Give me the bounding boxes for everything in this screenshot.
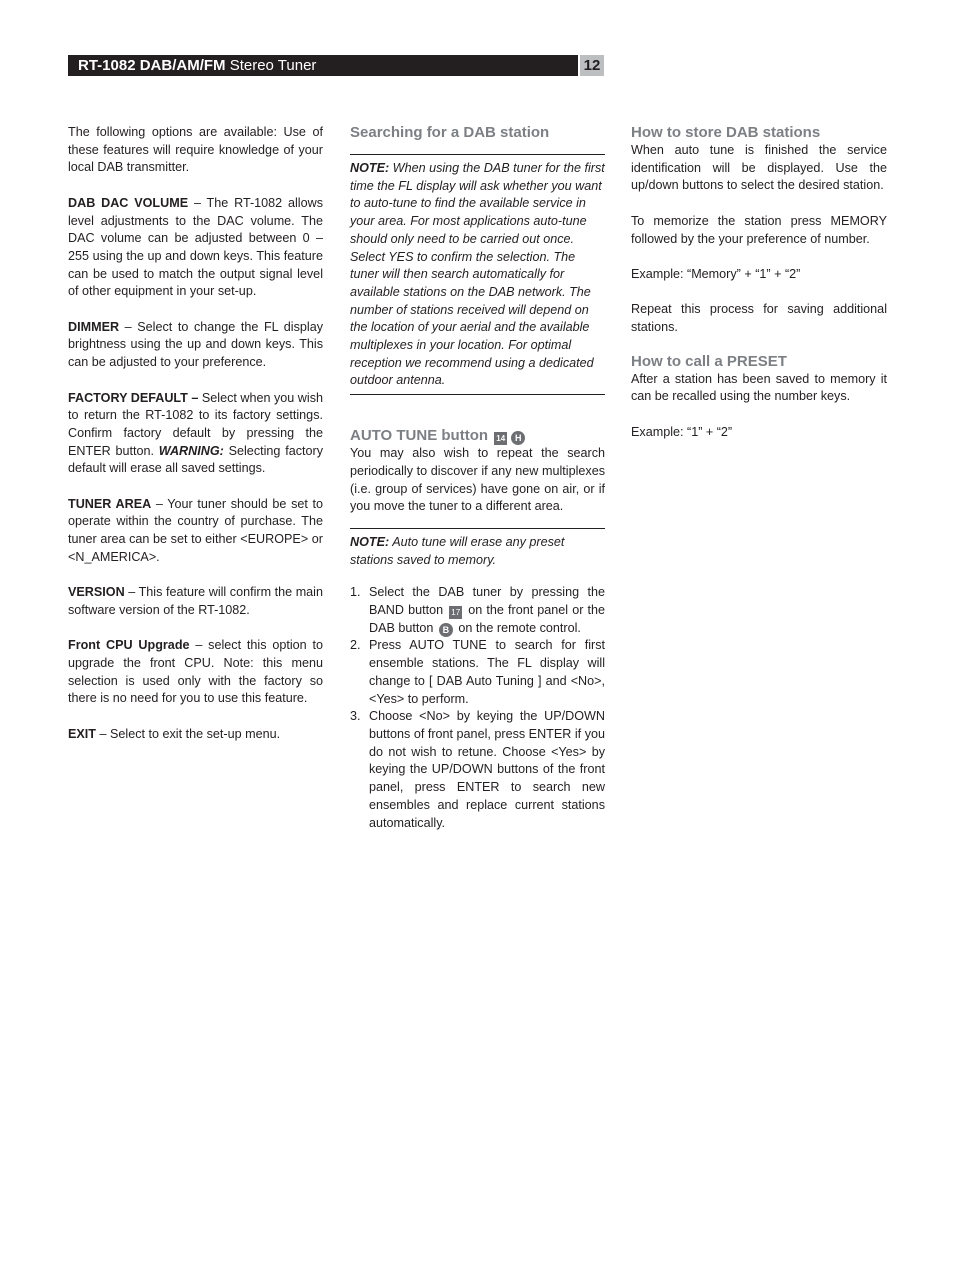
header-model: RT-1082 DAB/AM/FM — [78, 57, 226, 74]
version-text: – This feature will confirm the main software version of the RT-1082. — [68, 585, 323, 617]
list-item — [350, 637, 605, 708]
list-item — [350, 708, 605, 832]
call-example: Example: “1” + “2” — [631, 424, 733, 439]
column-right — [631, 124, 887, 441]
heading-searching-dab: Searching for a DAB station — [350, 124, 550, 141]
heading-call-preset: How to call a PRESET — [631, 352, 787, 370]
front-cpu-text: – select this option to upgrade the front CPU. Note: this menu selection is used only with the factory so there is no need for you to use this feature. — [68, 638, 324, 706]
heading-auto-tune — [350, 427, 605, 445]
note-box-first-use — [350, 154, 605, 395]
column-middle — [350, 124, 605, 832]
note-box-auto-tune — [350, 528, 605, 573]
version-paragraph — [68, 584, 323, 619]
step-text: Select the DAB tuner by pressing the BAND button — [369, 585, 605, 618]
list-item — [350, 584, 605, 637]
dimmer-paragraph — [68, 319, 323, 372]
step-number: 1. — [350, 585, 361, 600]
header-subtitle: Stereo Tuner — [229, 57, 317, 74]
remote-button-b-icon: B — [439, 623, 453, 637]
step-text: on the remote control. — [454, 620, 581, 635]
dac-volume-paragraph — [68, 195, 323, 301]
exit-term: EXIT — [68, 726, 96, 741]
step-number: 3. — [350, 709, 361, 724]
column-left — [68, 124, 323, 744]
dimmer-text: – Select to change the FL display brightness using the up and down keys. This can be adjusted to your preference. — [68, 319, 323, 370]
tuner-area-paragraph — [68, 496, 323, 567]
tuner-area-term: TUNER AREA — [68, 496, 152, 511]
store-example: Example: “Memory” + “1” + “2” — [631, 266, 801, 281]
note-label: NOTE: — [350, 534, 390, 549]
heading-auto-tune-label: AUTO TUNE button — [350, 427, 489, 445]
dac-volume-text: – The RT-1082 allows level adjustments to the DAC volume. The DAC volume can be adjusted between 0 – 255 using the up and down keys. This feature can be used to match the output signal level of other equipment in your set-up. — [68, 195, 323, 299]
factory-default-text: Select when you wish to return the RT-1082 to its factory settings. Confirm factory default by pressing the ENTER button. — [68, 390, 323, 458]
store-paragraph-1: When auto tune is finished the service identification will be displayed. Use the up/down buttons to select the desired station. — [631, 143, 887, 193]
page-header — [68, 55, 578, 76]
factory-default-paragraph — [68, 390, 323, 479]
front-panel-button-17-icon: 17 — [449, 606, 462, 619]
front-panel-button-14-icon: 14 — [494, 432, 507, 445]
note-text: When using the DAB tuner for the first time the FL display will ask whether you want to auto-tune to find the available service in your area. For most applications auto-tune should only need to be carried out once. Select YES to confirm the selection. The tuner will then search automatically for available stations on the DAB network. The number of stations received will depend on the location of your aerial and the available multiplexes in your location. For optimal reception we recommend using a dedicated outdoor antenna. — [350, 161, 605, 388]
dac-volume-term: DAB DAC VOLUME — [68, 195, 189, 210]
heading-store-dab: How to store DAB stations — [631, 124, 821, 141]
note-label: NOTE: — [350, 161, 390, 175]
dimmer-term: DIMMER — [68, 319, 120, 334]
auto-tune-paragraph: You may also wish to repeat the search periodically to discover if any new multiplexes (i.e. group of services) have gone on air, or if you move the tuner to a different area. — [350, 446, 605, 514]
page-number: 12 — [580, 55, 604, 76]
factory-default-term: FACTORY DEFAULT – — [68, 390, 199, 405]
remote-button-h-icon: H — [511, 431, 525, 445]
step-text: Press AUTO TUNE to search for first ensemble stations. The FL display will change to [ DAB Auto Tuning ] and <No>, <Yes> to perform. — [369, 638, 605, 706]
step-number: 2. — [350, 638, 361, 653]
note-text: Auto tune will erase any preset stations saved to memory. — [350, 534, 565, 567]
exit-paragraph — [68, 726, 323, 744]
step-text: Choose <No> by keying the UP/DOWN buttons of front panel, press ENTER if you do not wish to retune. Choose <Yes> by keying the UP/DOWN buttons of the front panel, press ENTER to search new ensembles and replace current stations automatically. — [369, 709, 605, 830]
tuner-area-text: – Your tuner should be set to operate within the country of purchase. The tuner area can be set to either <EUROPE> or <N_AMERICA>. — [68, 496, 324, 564]
version-term: VERSION — [68, 585, 125, 600]
auto-tune-steps-list — [350, 584, 605, 832]
intro-paragraph: The following options are available: Use of these features will require knowledge of your local DAB transmitter. — [68, 125, 323, 175]
store-paragraph-3: Repeat this process for saving additional stations. — [631, 302, 887, 334]
front-cpu-paragraph — [68, 637, 323, 708]
exit-text: – Select to exit the set-up menu. — [96, 726, 281, 741]
step-text: on the front panel or the DAB button — [369, 603, 605, 635]
store-paragraph-2: To memorize the station press MEMORY followed by the your preference of number. — [631, 213, 887, 246]
call-paragraph: After a station has been saved to memory it can be recalled using the number keys. — [631, 371, 887, 404]
warning-label: WARNING: — [158, 443, 224, 458]
warning-text: Selecting factory default will erase all saved settings. — [68, 443, 323, 476]
front-cpu-term: Front CPU Upgrade — [68, 638, 190, 653]
